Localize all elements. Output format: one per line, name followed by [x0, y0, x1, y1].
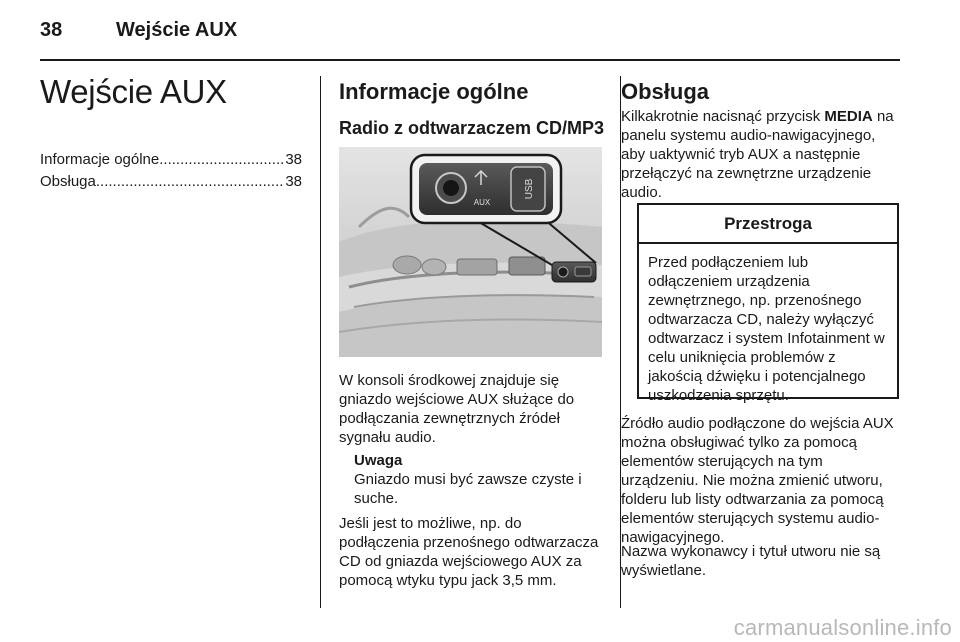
usb-label: USB	[524, 178, 535, 200]
section-heading-operation: Obsługa	[621, 79, 710, 104]
aux-socket-photo	[339, 147, 602, 357]
note-title: Uwaga	[354, 452, 403, 469]
toc-leader	[96, 171, 284, 193]
table-of-contents	[40, 149, 302, 193]
intro-text-after: na panelu systemu audio-nawigacyjnego, aby uaktywnić tryb AUX a następnie przełączyć na zewnętrzne urządzenie audio.	[621, 108, 894, 201]
toc-label: Informacje ogólne	[40, 151, 160, 168]
media-key-label: MEDIA	[824, 108, 873, 125]
general-paragraph-1: W konsoli środkowej znajduje się gniazdo wejściowe AUX służące do podłączania zewnętrznych źródeł sygnału audio.	[339, 372, 575, 446]
section-heading-general: Informacje ogólne	[339, 79, 529, 104]
toc-entry-general[interactable]	[40, 149, 302, 171]
chapter-title: Wejście AUX	[40, 73, 227, 110]
intro-text-before: Kilkakrotnie nacisnąć przycisk	[621, 108, 821, 125]
header-rule	[40, 59, 900, 61]
page-number: 38	[40, 19, 63, 41]
running-header: Wejście AUX	[116, 19, 238, 41]
column-divider-1	[320, 76, 321, 608]
operation-paragraph-2: Nazwa wykonawcy i tytuł utworu nie są wyświetlane.	[621, 543, 881, 579]
subsection-heading-radio: Radio z odtwarzaczem CD/MP3	[339, 118, 605, 138]
watermark: carmanualsonline.info	[733, 615, 952, 640]
toc-page: 38	[285, 173, 302, 190]
general-paragraph-2: Jeśli jest to możliwe, np. do podłączenia przenośnego odtwarzacza CD od gniazda wejściowego AUX za pomocą wtyku typu jack 3,5 mm.	[339, 515, 599, 589]
note-box	[354, 451, 602, 508]
note-text: Gniazdo musi być zawsze czyste i suche.	[354, 471, 582, 507]
operation-intro	[621, 107, 895, 202]
caution-title: Przestroga	[639, 205, 897, 244]
operation-paragraph-1: Źródło audio podłączone do wejścia AUX można obsługiwać tylko za pomocą elementów sterujących na tym urządzeniu. Nie można zmienić utworu, folderu lub listy odtwarzania za pomocą elementów sterujących systemu audio-nawigacyjnego.	[621, 415, 894, 546]
toc-page: 38	[285, 151, 302, 168]
toc-entry-operation[interactable]	[40, 171, 302, 193]
toc-leader	[159, 149, 284, 171]
toc-label: Obsługa	[40, 173, 96, 190]
caution-text: Przed podłączeniem lub odłączeniem urządzenia zewnętrznego, np. przenośnego odtwarzacza CD, należy wyłączyć odtwarzacz i system Infotainment w celu uniknięcia problemów z jakością dźwięku i potencjalnego uszkodzenia sprzętu.	[648, 254, 885, 404]
aux-label: AUX	[473, 198, 491, 207]
caution-box	[637, 203, 899, 404]
